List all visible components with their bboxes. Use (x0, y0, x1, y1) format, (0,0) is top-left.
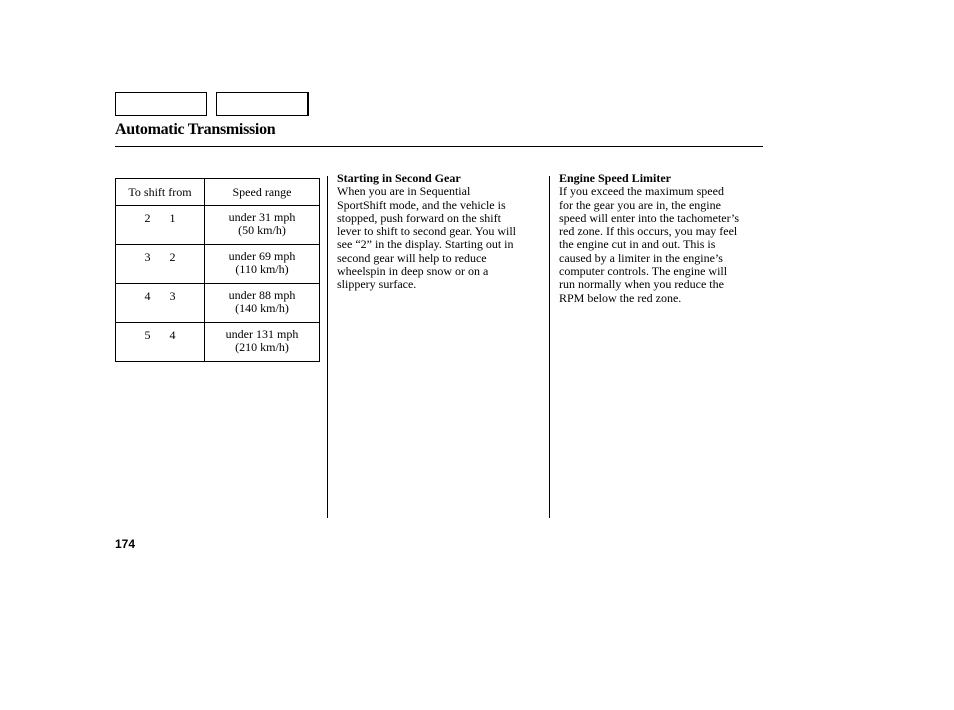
speed-kmh: (140 km/h) (235, 301, 289, 315)
body-line: lever to shift to second gear. You will (337, 224, 516, 239)
speed-kmh: (50 km/h) (238, 223, 286, 237)
body-line: slippery surface. (337, 277, 417, 292)
speed-mph: under 31 mph (228, 210, 296, 224)
shift-speed-table (115, 178, 320, 362)
gear-to: 1 (169, 211, 176, 225)
body-line: When you are in Sequential (337, 184, 471, 199)
body-line: wheelspin in deep snow or on a (337, 264, 489, 279)
table-header-shift-from: To shift from (116, 179, 205, 206)
gear-from: 2 (144, 211, 151, 225)
speed-kmh: (110 km/h) (235, 262, 289, 276)
speed-mph: under 69 mph (228, 249, 296, 263)
speed-range-cell (205, 245, 320, 284)
gear-to: 4 (169, 328, 176, 342)
shift-gears-cell (116, 284, 205, 323)
title-rule (115, 146, 763, 147)
body-line: the engine cut in and out. This is (559, 237, 716, 252)
page-number: 174 (115, 537, 136, 551)
speed-range-cell (205, 206, 320, 245)
body-line: SportShift mode, and the vehicle is (337, 197, 506, 212)
table-header-row (116, 179, 320, 206)
section-heading: Engine Speed Limiter (559, 171, 672, 185)
speed-mph: under 131 mph (225, 327, 299, 341)
section-heading: Starting in Second Gear (337, 171, 461, 185)
table-row (116, 206, 320, 245)
column-divider-right (549, 176, 550, 518)
body-line: see “2” in the display. Starting out in (337, 237, 514, 252)
body-line: computer controls. The engine will (559, 264, 728, 279)
body-line: run normally when you reduce the (559, 277, 724, 292)
shift-gears-cell (116, 323, 205, 362)
section-starting-second-gear (337, 172, 543, 292)
shift-gears-cell (116, 245, 205, 284)
shift-gears-cell (116, 206, 205, 245)
gear-from: 4 (144, 289, 151, 303)
body-line: for the gear you are in, the engine (559, 197, 721, 212)
speed-mph: under 88 mph (228, 288, 296, 302)
speed-range-cell (205, 323, 320, 362)
speed-range-cell (205, 284, 320, 323)
body-line: stopped, push forward on the shift (337, 210, 501, 225)
speed-kmh: (210 km/h) (235, 340, 289, 354)
body-line: If you exceed the maximum speed (559, 184, 724, 199)
page-title: Automatic Transmission (115, 121, 276, 138)
nav-tab-box-1[interactable] (115, 92, 207, 116)
body-line: second gear will help to reduce (337, 250, 487, 265)
gear-from: 5 (144, 328, 151, 342)
table-row (116, 284, 320, 323)
table-row (116, 245, 320, 284)
table-row (116, 323, 320, 362)
table-header-speed-range: Speed range (205, 179, 320, 206)
body-line: RPM below the red zone. (559, 290, 682, 305)
body-line: speed will enter into the tachometer’s (559, 210, 740, 225)
gear-to: 2 (169, 250, 176, 264)
body-line: red zone. If this occurs, you may feel (559, 224, 738, 239)
column-divider-left (327, 176, 328, 518)
section-engine-speed-limiter (559, 172, 767, 305)
gear-to: 3 (169, 289, 176, 303)
gear-from: 3 (144, 250, 151, 264)
nav-tab-box-2[interactable] (216, 92, 309, 116)
body-line: caused by a limiter in the engine’s (559, 250, 723, 265)
